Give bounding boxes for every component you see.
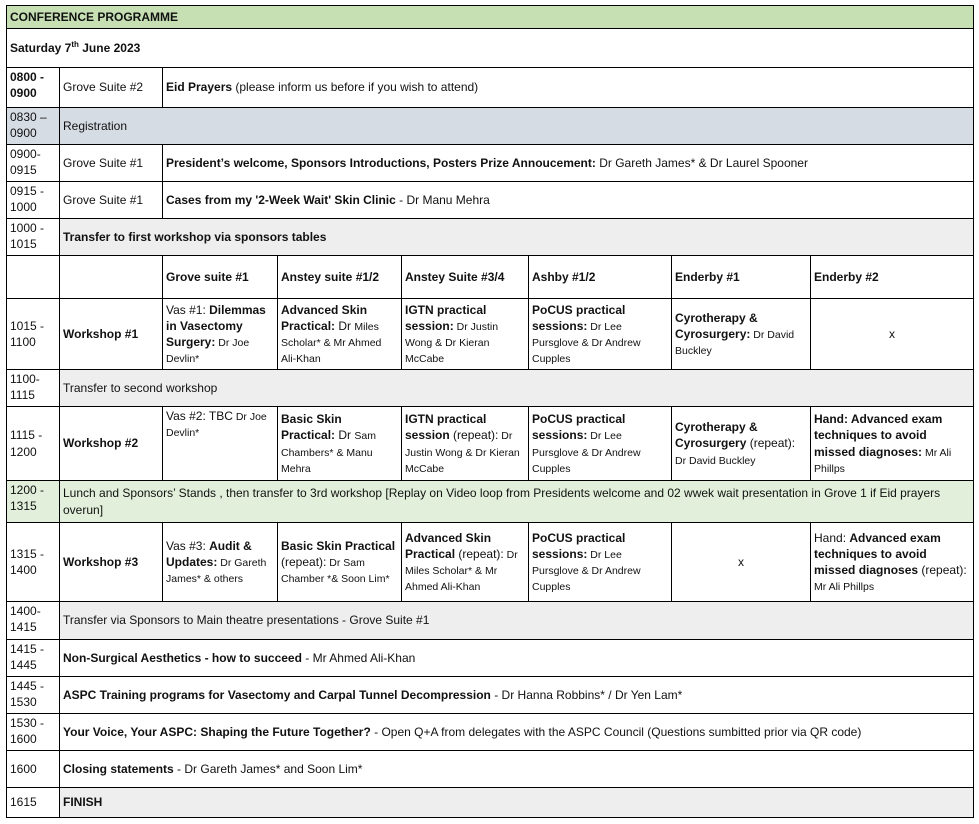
programme-date: Saturday 7th June 2023 <box>7 29 974 68</box>
session-cell: Advanced Skin Practical: Dr Miles Scholar* & Mr Ahmed Ali-Khan <box>278 299 402 370</box>
session-cell: Lunch and Sponsors’ Stands , then transfer to 3rd workshop [Replay on Video loop from Presidents welcome and 02 wwek wait presentation in Grove 1 if Eid prayers overun] <box>60 481 974 523</box>
session-cell: FINISH <box>60 788 974 818</box>
room-header-anstey-3-4: Anstey Suite #3/4 <box>402 256 529 299</box>
session-cell: Basic Skin Practical (repeat): Dr Sam Chamber *& Soon Lim* <box>278 523 402 602</box>
time-cell: 1315 - 1400 <box>7 523 60 602</box>
room-cell: Grove Suite #1 <box>60 145 163 182</box>
session-cell: Transfer to second workshop <box>60 370 974 407</box>
workshop-label: Workshop #1 <box>60 299 163 370</box>
session-cell: PoCUS practical sessions: Dr Lee Pursglove & Dr Andrew Cupples <box>529 407 672 481</box>
schedule-row-transfer-2 <box>7 370 974 407</box>
time-cell: 1200 - 1315 <box>7 481 60 523</box>
schedule-row-training <box>7 677 974 714</box>
schedule-row-closing <box>7 751 974 788</box>
time-cell: 1400- 1415 <box>7 602 60 640</box>
session-cell: IGTN practical session: Dr Justin Wong & Dr Kieran McCabe <box>402 299 529 370</box>
date-row <box>7 29 974 68</box>
title-row <box>7 6 974 29</box>
room-header-ashby-1-2: Ashby #1/2 <box>529 256 672 299</box>
empty-cell <box>60 256 163 299</box>
session-cell: Cases from my '2-Week Wait' Skin Clinic - Dr Manu Mehra <box>163 182 974 219</box>
schedule-row-transfer-3 <box>7 602 974 640</box>
session-cell: IGTN practical session (repeat): Dr Justin Wong & Dr Kieran McCabe <box>402 407 529 481</box>
time-cell: 1615 <box>7 788 60 818</box>
schedule-row-registration <box>7 108 974 145</box>
session-cell: President’s welcome, Sponsors Introductions, Posters Prize Annoucement: Dr Gareth James* & Dr Laurel Spooner <box>163 145 974 182</box>
session-cell: Non-Surgical Aesthetics - how to succeed - Mr Ahmed Ali-Khan <box>60 640 974 677</box>
schedule-row-cases <box>7 182 974 219</box>
room-cell: Grove Suite #1 <box>60 182 163 219</box>
time-cell: 0830 – 0900 <box>7 108 60 145</box>
session-cell: PoCUS practical sessions: Dr Lee Pursglove & Dr Andrew Cupples <box>529 299 672 370</box>
room-header-anstey-1-2: Anstey suite #1/2 <box>278 256 402 299</box>
time-cell: 1115 - 1200 <box>7 407 60 481</box>
schedule-row-finish <box>7 788 974 818</box>
workshop-1-row <box>7 299 974 370</box>
workshop-label: Workshop #3 <box>60 523 163 602</box>
room-cell: Grove Suite #2 <box>60 68 163 108</box>
schedule-row-aesthetics <box>7 640 974 677</box>
session-cell-empty: x <box>672 523 811 602</box>
schedule-row-voice <box>7 714 974 751</box>
room-header-enderby-2: Enderby #2 <box>811 256 974 299</box>
session-cell: PoCUS practical sessions: Dr Lee Pursglove & Dr Andrew Cupples <box>529 523 672 602</box>
time-cell: 1600 <box>7 751 60 788</box>
session-cell: Vas #2: TBC Dr Joe Devlin* <box>163 407 278 481</box>
session-cell-empty: x <box>811 299 974 370</box>
schedule-row-welcome <box>7 145 974 182</box>
time-cell: 0915 - 1000 <box>7 182 60 219</box>
session-cell: Advanced Skin Practical (repeat): Dr Miles Scholar* & Mr Ahmed Ali-Khan <box>402 523 529 602</box>
rooms-header-row <box>7 256 974 299</box>
time-cell: 1415 - 1445 <box>7 640 60 677</box>
time-cell: 0800 - 0900 <box>7 68 60 108</box>
session-cell: Hand: Advanced exam techniques to avoid missed diagnoses (repeat): Mr Ali Phillps <box>811 523 974 602</box>
session-cell: Eid Prayers (please inform us before if you wish to attend) <box>163 68 974 108</box>
programme-title: CONFERENCE PROGRAMME <box>7 6 974 29</box>
session-cell: Transfer to first workshop via sponsors tables <box>60 219 974 256</box>
room-header-grove-1: Grove suite #1 <box>163 256 278 299</box>
time-cell: 1445 - 1530 <box>7 677 60 714</box>
session-cell: ASPC Training programs for Vasectomy and Carpal Tunnel Decompression - Dr Hanna Robbins* / Dr Yen Lam* <box>60 677 974 714</box>
schedule-row-lunch <box>7 481 974 523</box>
session-cell: Transfer via Sponsors to Main theatre presentations - Grove Suite #1 <box>60 602 974 640</box>
schedule-row-eid <box>7 68 974 108</box>
session-cell: Vas #1: Dilemmas in Vasectomy Surgery: Dr Joe Devlin* <box>163 299 278 370</box>
workshop-3-row <box>7 523 974 602</box>
empty-cell <box>7 256 60 299</box>
room-header-enderby-1: Enderby #1 <box>672 256 811 299</box>
session-cell: Your Voice, Your ASPC: Shaping the Future Together? - Open Q+A from delegates with the ASPC Council (Questions sumbitted prior via QR code) <box>60 714 974 751</box>
workshop-label: Workshop #2 <box>60 407 163 481</box>
session-cell: Registration <box>60 108 974 145</box>
time-cell: 0900- 0915 <box>7 145 60 182</box>
schedule-row-transfer-1 <box>7 219 974 256</box>
time-cell: 1100- 1115 <box>7 370 60 407</box>
session-cell: Hand: Advanced exam techniques to avoid missed diagnoses: Mr Ali Phillps <box>811 407 974 481</box>
time-cell: 1530 - 1600 <box>7 714 60 751</box>
time-cell: 1000 - 1015 <box>7 219 60 256</box>
session-cell: Basic Skin Practical: Dr Sam Chambers* & Manu Mehra <box>278 407 402 481</box>
session-cell: Cyrotherapy & Cyrosurgery: Dr David Buckley <box>672 299 811 370</box>
session-cell: Closing statements - Dr Gareth James* and Soon Lim* <box>60 751 974 788</box>
session-cell: Vas #3: Audit & Updates: Dr Gareth James* & others <box>163 523 278 602</box>
session-cell: Cyrotherapy & Cyrosurgery (repeat): Dr David Buckley <box>672 407 811 481</box>
time-cell: 1015 - 1100 <box>7 299 60 370</box>
workshop-2-row <box>7 407 974 481</box>
programme-table <box>6 5 974 818</box>
